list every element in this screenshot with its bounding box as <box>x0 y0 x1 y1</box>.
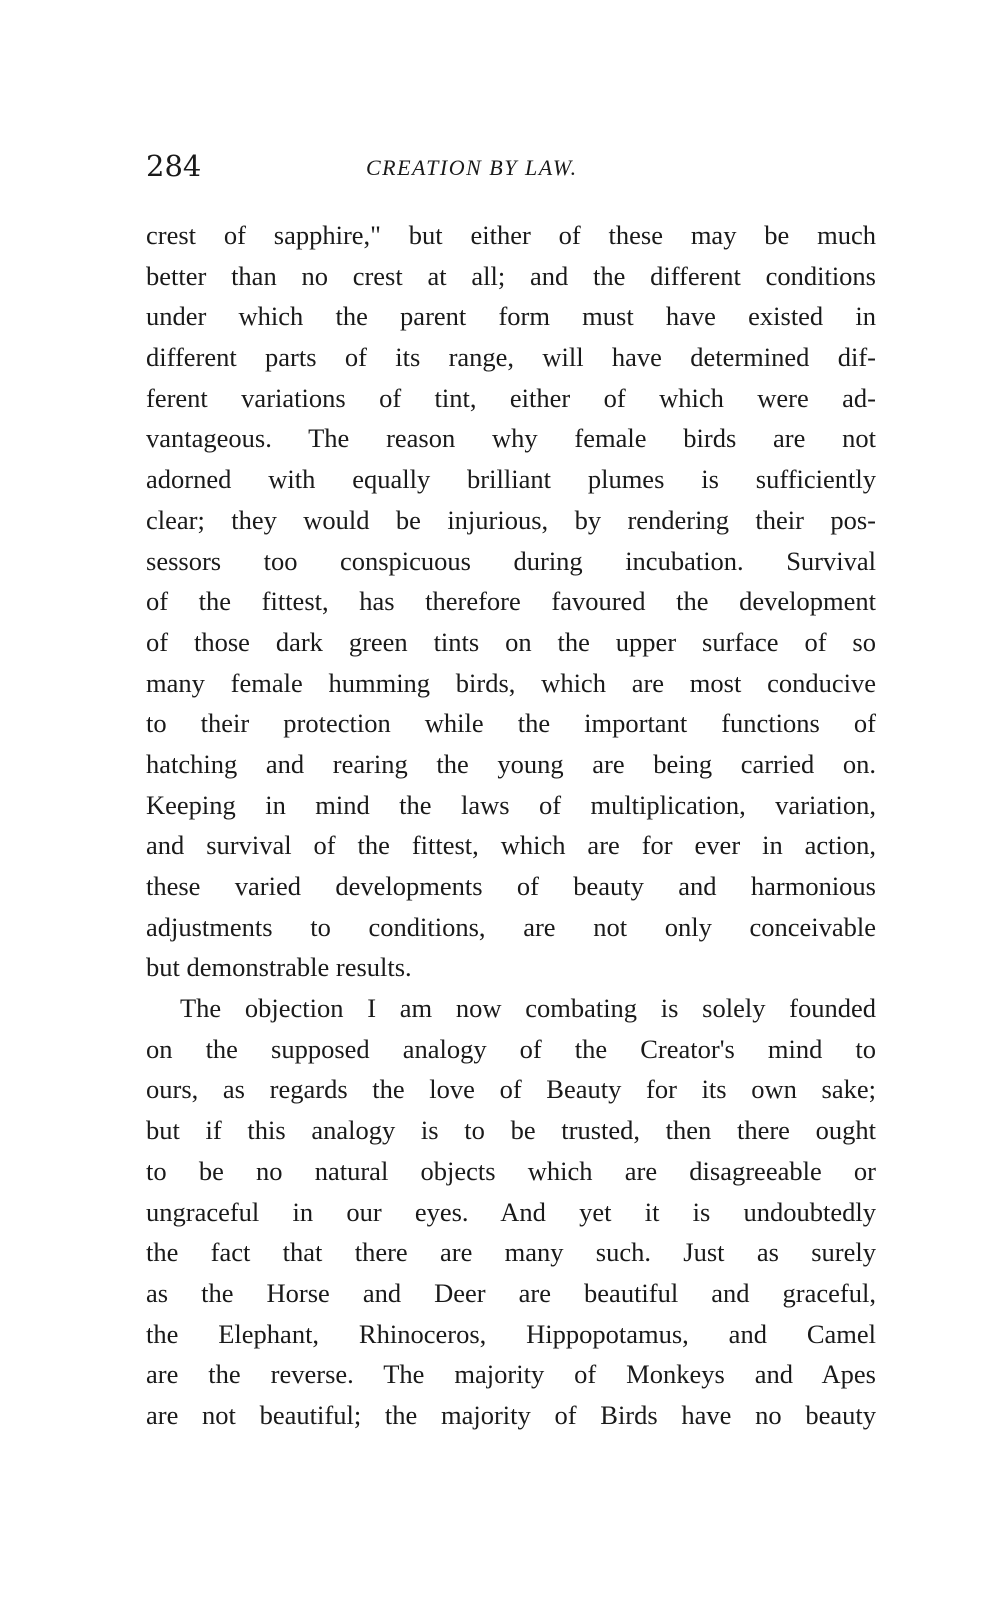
paragraph-1 <box>146 215 876 988</box>
text-line: these varied developments of beauty and harmonious <box>146 871 876 901</box>
running-head <box>146 146 876 186</box>
text-line: hatching and rearing the young are being carried on. <box>146 748 876 779</box>
text-line: to their protection while the important functions of <box>146 708 876 739</box>
text-line: better than no crest at all; and the different conditions <box>146 260 876 291</box>
text-line: the fact that there are many such. Just as surely <box>146 1237 876 1268</box>
text-line: on the supposed analogy of the Creator's mind to <box>146 1033 876 1064</box>
paragraph-2 <box>146 988 876 1436</box>
text-line: adorned with equally brilliant plumes is sufficiently <box>146 464 876 495</box>
text-line: sessors too conspicuous during incubation. Survival <box>146 545 876 576</box>
text-line: and survival of the fittest, which are for ever in action, <box>146 830 876 861</box>
text-line: ungraceful in our eyes. And yet it is undoubtedly <box>146 1196 876 1227</box>
running-title: CREATION BY LAW. <box>366 155 578 180</box>
text-line: The objection I am now combating is solely founded <box>180 993 876 1024</box>
text-line: ferent variations of tint, either of which were ad- <box>146 382 876 413</box>
body-text <box>146 215 876 1436</box>
page-number: 284 <box>146 149 202 183</box>
text-line: vantageous. The reason why female birds are not <box>146 423 876 454</box>
text-line: ours, as regards the love of Beauty for its own sake; <box>146 1074 876 1105</box>
text-line: under which the parent form must have existed in <box>146 301 876 332</box>
text-line: as the Horse and Deer are beautiful and graceful, <box>146 1277 876 1308</box>
text-line: but if this analogy is to be trusted, then there ought <box>146 1115 876 1146</box>
text-line: clear; they would be injurious, by rendering their pos- <box>146 504 876 535</box>
text-line: of those dark green tints on the upper surface of so <box>146 626 876 657</box>
text-line: are the reverse. The majority of Monkeys and Apes <box>146 1359 876 1390</box>
text-line: many female humming birds, which are most conducive <box>146 667 876 698</box>
text-line: crest of sapphire," but either of these may be much <box>146 220 876 250</box>
text-line: adjustments to conditions, are not only conceivable <box>146 911 876 942</box>
text-line: of the fittest, has therefore favoured the development <box>146 586 876 617</box>
text-line: are not beautiful; the majority of Birds have no beauty <box>146 1399 876 1430</box>
text-line: different parts of its range, will have determined dif- <box>146 342 876 373</box>
text-line: Keeping in mind the laws of multiplication, variation, <box>146 789 876 820</box>
text-line: to be no natural objects which are disagreeable or <box>146 1155 876 1186</box>
text-line: the Elephant, Rhinoceros, Hippopotamus, and Camel <box>146 1318 876 1349</box>
text-line: but demonstrable results. <box>146 952 412 983</box>
